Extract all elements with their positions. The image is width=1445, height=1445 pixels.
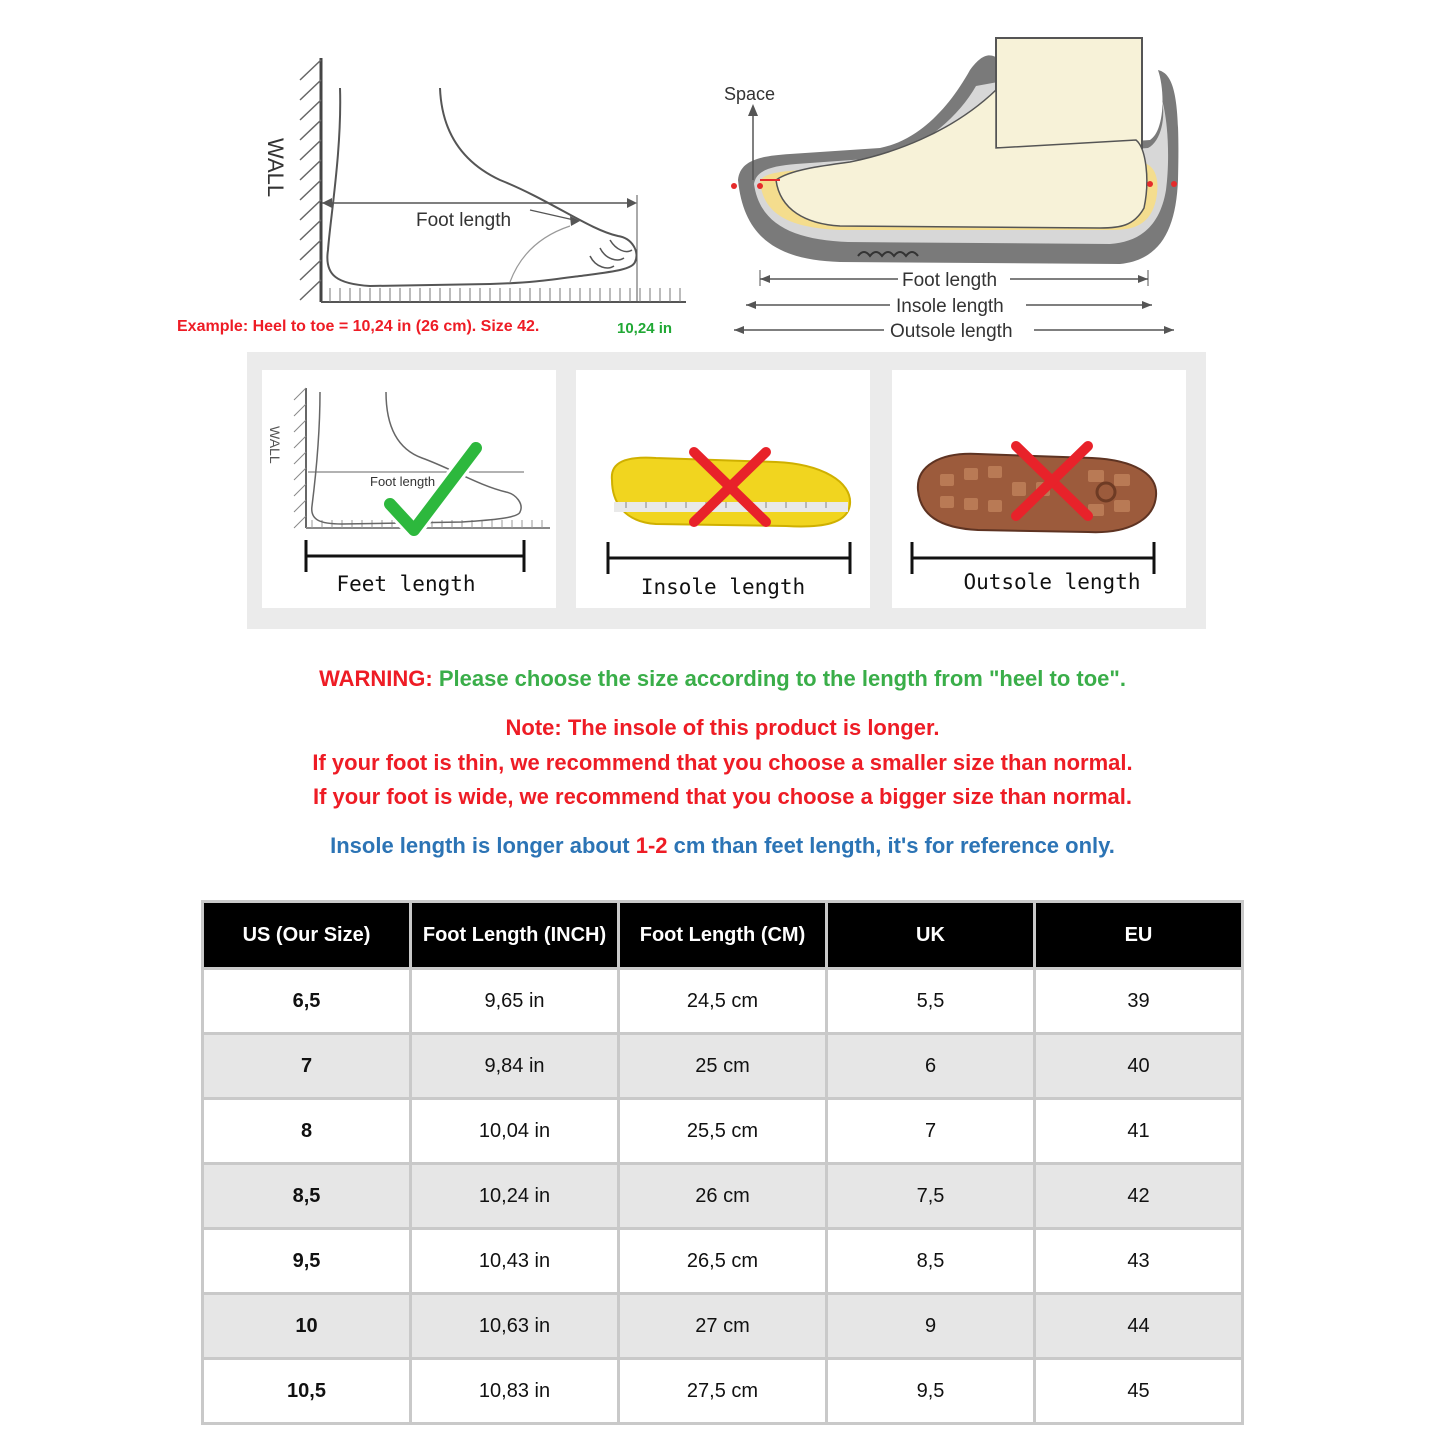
table-row bbox=[203, 1034, 1243, 1099]
foot-length-dim-label: Foot length bbox=[902, 270, 998, 291]
cell-cm: 27,5 cm bbox=[619, 1359, 827, 1424]
measure-value: 10,24 in bbox=[617, 320, 673, 337]
cell-eu: 45 bbox=[1035, 1359, 1243, 1424]
cell-us: 10 bbox=[203, 1294, 411, 1359]
header-uk: UK bbox=[827, 902, 1035, 969]
note-line-3: If your foot is wide, we recommend that you choose a bigger size than normal. bbox=[312, 784, 1133, 809]
cell-inch: 9,84 in bbox=[411, 1034, 619, 1099]
cell-us: 8 bbox=[203, 1099, 411, 1164]
table-row bbox=[203, 969, 1243, 1034]
table-header-row bbox=[203, 902, 1243, 969]
table-row bbox=[203, 1164, 1243, 1229]
outsole-length-card bbox=[892, 370, 1186, 608]
table-row bbox=[203, 1294, 1243, 1359]
insole-length-caption: Insole length bbox=[640, 575, 806, 599]
feet-length-card bbox=[262, 370, 556, 608]
cell-cm: 25,5 cm bbox=[619, 1099, 827, 1164]
cell-inch: 10,24 in bbox=[411, 1164, 619, 1229]
shoe-cross-section bbox=[720, 30, 1190, 350]
reference-highlight: 1-2 bbox=[635, 833, 668, 858]
cell-us: 8,5 bbox=[203, 1164, 411, 1229]
note-line-1: Note: The insole of this product is longer. bbox=[505, 715, 940, 740]
cell-uk: 9,5 bbox=[827, 1359, 1035, 1424]
table-row bbox=[203, 1099, 1243, 1164]
cell-inch: 10,04 in bbox=[411, 1099, 619, 1164]
mini-foot-length-label: Foot length bbox=[370, 474, 436, 489]
reference-part-1: Insole length is longer about bbox=[330, 833, 636, 858]
header-foot-length-inch: Foot Length (INCH) bbox=[411, 902, 619, 969]
cell-cm: 26,5 cm bbox=[619, 1229, 827, 1294]
cell-eu: 44 bbox=[1035, 1294, 1243, 1359]
cell-uk: 7 bbox=[827, 1099, 1035, 1164]
cell-uk: 6 bbox=[827, 1034, 1035, 1099]
cell-uk: 5,5 bbox=[827, 969, 1035, 1034]
cell-us: 10,5 bbox=[203, 1359, 411, 1424]
feet-length-caption: Feet length bbox=[336, 572, 476, 596]
foot-length-label: Foot length bbox=[416, 210, 512, 231]
cell-eu: 40 bbox=[1035, 1034, 1243, 1099]
cell-us: 7 bbox=[203, 1034, 411, 1099]
header-us-size: US (Our Size) bbox=[203, 902, 411, 969]
space-label: Space bbox=[724, 84, 776, 104]
header-foot-length-cm: Foot Length (CM) bbox=[619, 902, 827, 969]
cell-uk: 9 bbox=[827, 1294, 1035, 1359]
cell-inch: 9,65 in bbox=[411, 969, 619, 1034]
warning-message bbox=[0, 662, 1445, 696]
cell-cm: 26 cm bbox=[619, 1164, 827, 1229]
mini-wall-label: WALL bbox=[267, 426, 283, 464]
cell-cm: 24,5 cm bbox=[619, 969, 827, 1034]
outsole-length-caption: Outsole length bbox=[963, 570, 1141, 594]
table-row bbox=[203, 1359, 1243, 1424]
wall-label: WALL bbox=[263, 138, 288, 198]
cell-eu: 42 bbox=[1035, 1164, 1243, 1229]
outsole-length-dim-label: Outsole length bbox=[890, 321, 1013, 342]
header-eu: EU bbox=[1035, 902, 1243, 969]
cell-cm: 27 cm bbox=[619, 1294, 827, 1359]
cell-cm: 25 cm bbox=[619, 1034, 827, 1099]
cell-uk: 8,5 bbox=[827, 1229, 1035, 1294]
cell-us: 6,5 bbox=[203, 969, 411, 1034]
cell-inch: 10,43 in bbox=[411, 1229, 619, 1294]
cell-eu: 43 bbox=[1035, 1229, 1243, 1294]
example-text: Example: Heel to toe = 10,24 in (26 cm). Size 42. bbox=[177, 318, 540, 335]
cell-uk: 7,5 bbox=[827, 1164, 1035, 1229]
insole-length-dim-label: Insole length bbox=[896, 296, 1004, 317]
foot-wall-diagram bbox=[170, 40, 710, 350]
warning-prefix: WARNING: bbox=[319, 666, 433, 691]
cell-inch: 10,63 in bbox=[411, 1294, 619, 1359]
table-row bbox=[203, 1229, 1243, 1294]
cell-eu: 41 bbox=[1035, 1099, 1243, 1164]
note-line-2: If your foot is thin, we recommend that you choose a smaller size than normal. bbox=[312, 750, 1133, 775]
insole-diagram bbox=[576, 370, 870, 608]
cell-us: 9,5 bbox=[203, 1229, 411, 1294]
reference-part-2: cm than feet length, it's for reference only. bbox=[667, 833, 1115, 858]
cell-inch: 10,83 in bbox=[411, 1359, 619, 1424]
reference-note bbox=[0, 829, 1445, 863]
cell-eu: 39 bbox=[1035, 969, 1243, 1034]
size-chart-table bbox=[201, 900, 1244, 1425]
insole-length-card bbox=[576, 370, 870, 608]
warning-text: Please choose the size according to the length from "heel to toe". bbox=[432, 666, 1126, 691]
